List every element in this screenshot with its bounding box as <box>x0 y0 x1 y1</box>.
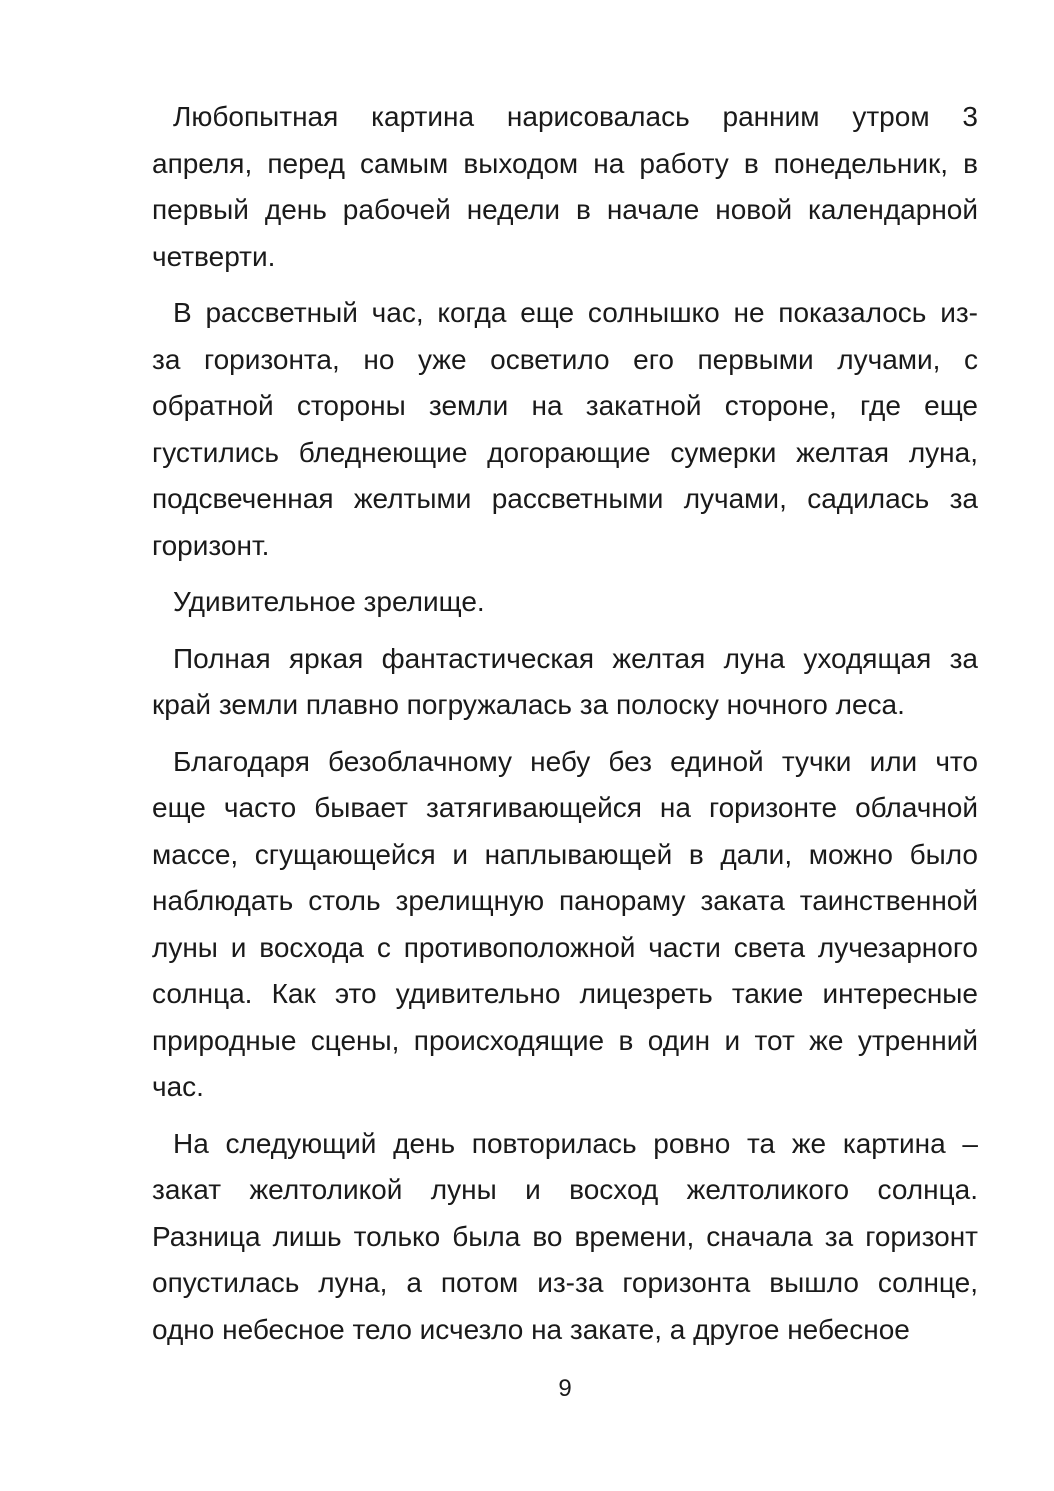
text-line: апреля, перед самым выходом на работу в понедельник, в <box>152 147 978 179</box>
text-line: закат желтоликой луны и восход желтоликого солнца. <box>152 1174 978 1205</box>
paragraph-4 <box>152 636 978 729</box>
text-line: край земли плавно погружалась за полоску ночного леса. <box>152 689 905 720</box>
text-line: еще часто бывает затягивающейся на горизонте облачной <box>152 792 978 823</box>
text-line: за горизонта, но уже осветило его первыми лучами, с <box>152 343 978 375</box>
text-line: Удивительное зрелище. <box>173 586 485 617</box>
text-line: час. <box>152 1071 204 1102</box>
text-line: первый день рабочей недели в начале новой календарной <box>152 194 978 225</box>
paragraph-6 <box>152 1121 978 1354</box>
paragraph-3 <box>152 579 978 626</box>
text-line: Благодаря безоблачному небу без единой тучки или что <box>173 745 978 777</box>
paragraph-1 <box>152 94 978 280</box>
text-line: Разница лишь только была во времени, сначала за горизонт <box>152 1220 978 1252</box>
paragraph-2 <box>152 290 978 569</box>
paragraph-5 <box>152 739 978 1111</box>
text-line: массе, сгущающейся и наплывающей в дали, можно было <box>152 838 978 870</box>
text-line: наблюдать столь зрелищную панораму заката таинственной <box>152 885 978 916</box>
text-line: луны и восхода с противоположной части света лучезарного <box>152 931 978 963</box>
text-line: На следующий день повторилась ровно та же картина – <box>173 1127 978 1159</box>
page-text-block <box>152 94 978 1363</box>
text-line: Полная яркая фантастическая желтая луна уходящая за <box>173 642 978 674</box>
text-line: подсвеченная желтыми рассветными лучами, садилась за <box>152 483 978 514</box>
text-line: природные сцены, происходящие в один и тот же утренний <box>152 1024 978 1056</box>
text-line: Любопытная картина нарисовалась ранним утром 3 <box>173 101 978 132</box>
text-line: В рассветный час, когда еще солнышко не показалось из- <box>173 297 978 328</box>
text-line: горизонт. <box>152 529 270 561</box>
text-line: обратной стороны земли на закатной стороне, где еще <box>152 390 978 421</box>
page-number: 9 <box>558 1375 572 1402</box>
text-line: одно небесное тело исчезло на закате, а другое небесное <box>152 1313 910 1345</box>
text-line: густились бледнеющие догорающие сумерки желтая луна, <box>152 436 978 468</box>
text-line: опустилась луна, а потом из-за горизонта вышло солнце, <box>152 1267 978 1298</box>
text-line: четверти. <box>152 240 276 272</box>
text-line: солнца. Как это удивительно лицезреть такие интересные <box>152 978 978 1009</box>
